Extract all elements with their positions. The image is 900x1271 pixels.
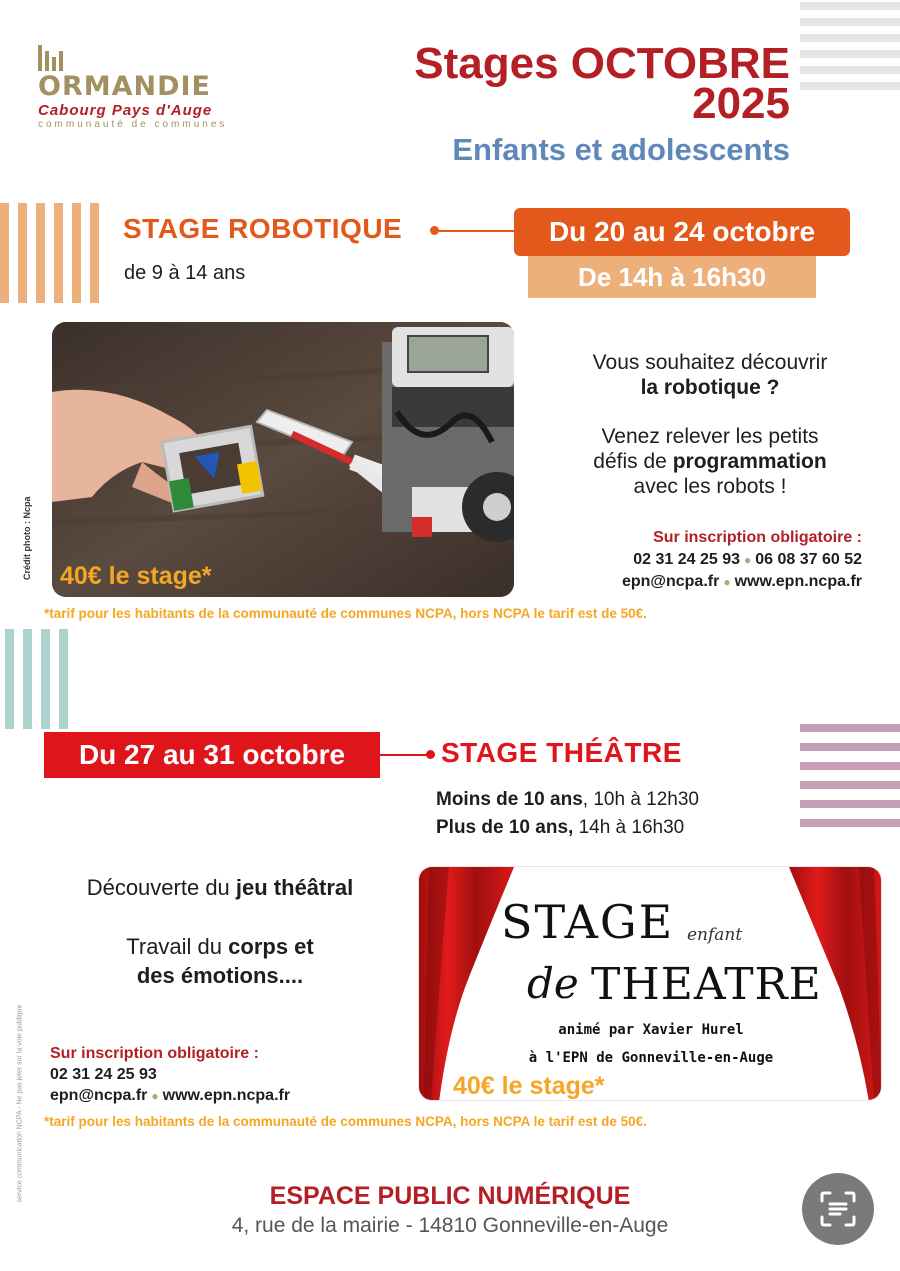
robotique-desc-line4: avec les robots ! <box>633 475 787 498</box>
separator-dot-icon: ● <box>743 553 752 567</box>
theatre-dates-badge: Du 27 au 31 octobre <box>44 732 380 778</box>
robotique-email-link[interactable]: epn@ncpa.fr <box>621 573 720 590</box>
logo-line3: communauté de communes <box>38 119 228 130</box>
robotique-desc-line1: Vous souhaitez découvrir <box>592 351 828 374</box>
theatre-title: STAGE THÉÂTRE <box>441 737 682 768</box>
robotique-age: de 9 à 14 ans <box>124 262 246 284</box>
theatre-description <box>40 873 400 990</box>
card-lieu-line: à l'EPN de Gonneville-en-Auge <box>528 1050 774 1066</box>
robotique-dates-badge: Du 20 au 24 octobre <box>514 208 850 256</box>
decor-stripes-orange <box>0 203 99 303</box>
ncpa-logo <box>38 40 228 130</box>
theatre-connector <box>380 754 427 756</box>
page-title-line1: Stages OCTOBRE <box>414 39 790 88</box>
theatre-desc-bold1: jeu théâtral <box>235 875 354 900</box>
card-enfant-word: enfant <box>687 925 743 945</box>
theatre-schedule-rest1: , 10h à 12h30 <box>582 789 699 810</box>
robotique-title: STAGE ROBOTIQUE <box>123 213 403 244</box>
decor-stripes-teal <box>5 629 68 729</box>
theatre-price: 40€ le stage* <box>453 1072 605 1100</box>
robotique-inscription <box>622 527 862 593</box>
robotique-phone2[interactable]: 06 08 37 60 52 <box>755 551 862 568</box>
robotique-inscription-title: Sur inscription obligatoire : <box>653 529 862 546</box>
robotique-phone1[interactable]: 02 31 24 25 93 <box>633 551 740 568</box>
theatre-poster-card <box>418 866 882 1101</box>
footer-title: ESPACE PUBLIC NUMÉRIQUE <box>269 1182 631 1210</box>
card-de-word: de <box>527 959 579 1008</box>
theatre-schedule-bold1: Moins de 10 ans <box>436 789 583 810</box>
theatre-email-link[interactable]: epn@ncpa.fr <box>50 1087 148 1104</box>
theatre-phone1[interactable]: 02 31 24 25 93 <box>50 1066 157 1083</box>
robotique-hours-badge: De 14h à 16h30 <box>528 256 816 298</box>
card-anime-line: animé par Xavier Hurel <box>558 1022 744 1038</box>
theatre-tarif-note: *tarif pour les habitants de la communauté de communes NCPA, hors NCPA le tarif est de 50€. <box>44 1114 647 1129</box>
theatre-schedule-bold2: Plus de 10 ans, <box>436 817 574 838</box>
theatre-schedule-rest2: 14h à 16h30 <box>573 817 685 838</box>
scan-text-button[interactable] <box>802 1173 874 1245</box>
page-header <box>350 39 790 168</box>
logo-bars-icon <box>38 45 63 71</box>
robotique-dot <box>430 226 439 235</box>
theatre-desc-line1: Découverte du <box>86 875 236 900</box>
theatre-desc-line2: Travail du <box>126 934 229 959</box>
decor-stripes-grey <box>800 2 900 90</box>
logo-line2: Cabourg Pays d'Auge <box>38 102 213 119</box>
scan-text-icon <box>818 1189 858 1229</box>
theatre-inscription-title: Sur inscription obligatoire : <box>50 1045 259 1062</box>
logo-name: ORMANDIE <box>38 71 212 102</box>
robotique-desc-bold1: la robotique ? <box>640 376 780 399</box>
theatre-desc-bold2: corps et <box>228 934 314 959</box>
card-theatre-word: THEATRE <box>591 959 822 1010</box>
card-stage-word: STAGE <box>501 895 675 949</box>
robotique-desc-line3: défis de <box>593 450 673 473</box>
theatre-desc-bold3: des émotions.... <box>136 963 304 988</box>
separator-dot-icon: ● <box>151 1089 159 1103</box>
theatre-schedule <box>436 786 699 842</box>
robotique-description <box>540 350 880 499</box>
robotics-photo <box>52 322 514 597</box>
decor-stripes-mauve <box>800 724 900 827</box>
robotique-desc-line2: Venez relever les petits <box>601 425 819 448</box>
photo-credit: Crédit photo : Ncpa <box>22 496 32 580</box>
robotique-price: 40€ le stage* <box>60 562 212 590</box>
separator-dot-icon: ● <box>723 575 731 589</box>
theatre-website-link[interactable]: www.epn.ncpa.fr <box>162 1087 291 1104</box>
page-subtitle: Enfants et adolescents <box>452 132 790 167</box>
theatre-inscription <box>50 1043 290 1107</box>
page-title-line2: 2025 <box>692 79 790 128</box>
theatre-dot <box>426 750 435 759</box>
footer-address: 4, rue de la mairie - 14810 Gonneville-en-Auge <box>231 1214 669 1237</box>
robotique-tarif-note: *tarif pour les habitants de la communauté de communes NCPA, hors NCPA le tarif est de 50€. <box>44 606 647 621</box>
robotique-connector <box>439 230 514 232</box>
robotique-desc-bold2: programmation <box>672 450 827 473</box>
robot-illustration <box>52 322 514 597</box>
side-legal-note: service communication NCPA - Ne pas jeter sur la voie publique <box>16 1004 24 1203</box>
robotique-website-link[interactable]: www.epn.ncpa.fr <box>734 573 862 590</box>
